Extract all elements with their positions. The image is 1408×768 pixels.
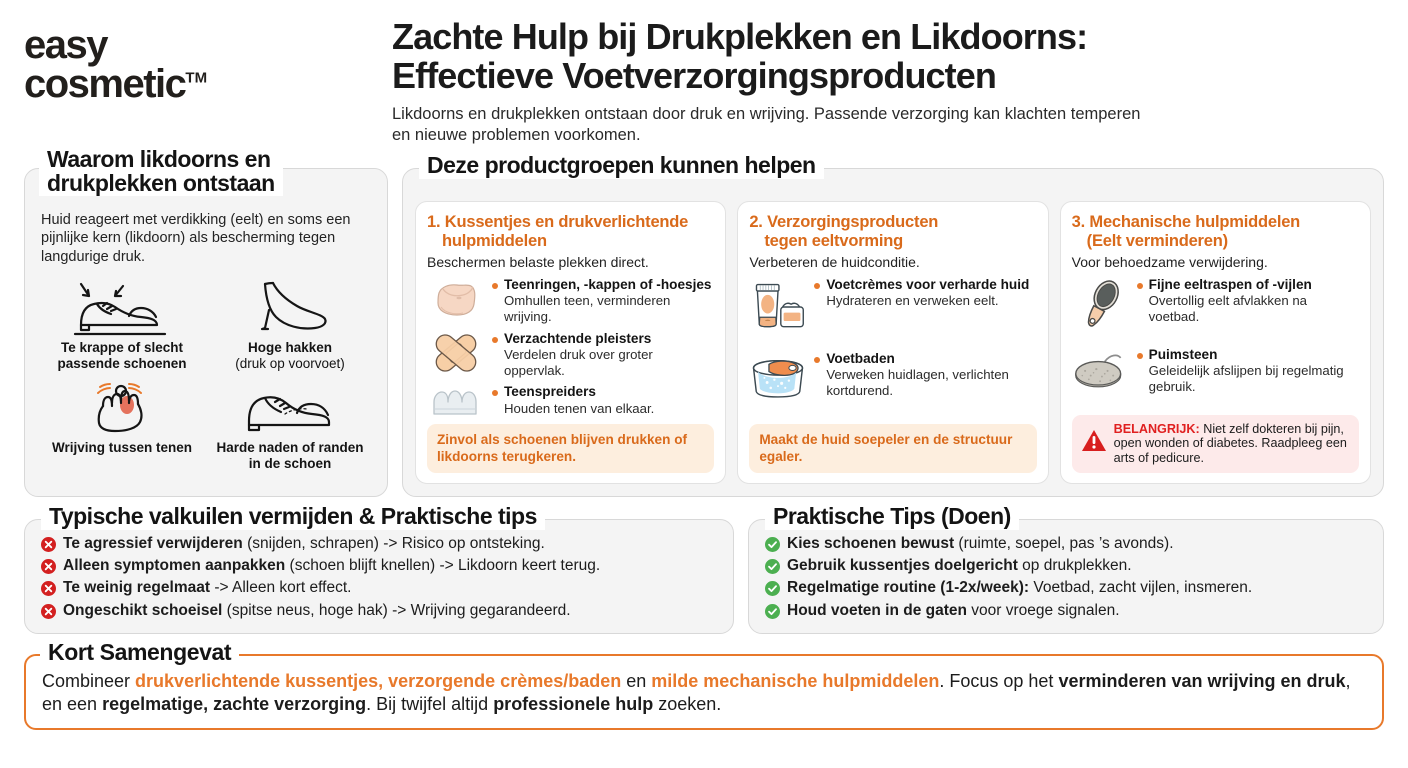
pitfall-text: Alleen symptomen aanpakken (schoen blijft knellen) -> Likdoorn keert terug. <box>63 557 601 575</box>
tips-panel-legend: Praktische Tips (Doen) <box>765 503 1019 530</box>
summary-legend: Kort Samengevat <box>40 639 239 666</box>
page-title-line1: Zachte Hulp bij Drukplekken en Likdoorns: <box>392 16 1088 57</box>
cross-circle-icon <box>41 581 56 596</box>
cross-circle-icon <box>41 559 56 574</box>
causes-legend-line2: drukplekken ontstaan <box>47 170 275 197</box>
cross-circle-icon <box>41 604 56 619</box>
list-item <box>765 578 1367 598</box>
list-item <box>765 601 1367 621</box>
brand-logo-line2: cosmetic™ <box>24 62 208 106</box>
tip-text: Gebruik kussentjes doelgericht op drukplekken. <box>787 557 1132 575</box>
product-card-title: 1. Kussentjes en drukverlichtende hulpmiddelen <box>427 212 689 250</box>
dress-shoe-pressure-icon <box>67 276 177 338</box>
summary-text: Combineer drukverlichtende kussentjes, verzorgende crèmes/baden en milde mechanische hulpmiddelen. Focus op het verminderen van wrijving en druk, en een regelmatige, zachte verzorging. Bij twijfel altijd professionele hulp zoeken. <box>42 670 1351 714</box>
product-item-detail: Overtollig eelt afvlakken na voetbad. <box>1148 293 1307 324</box>
product-item-heading: Fijne eeltraspen of -vijlen <box>1148 277 1312 293</box>
pitfalls-panel <box>24 503 734 634</box>
header-title-block <box>384 18 1384 146</box>
foot-bath-icon <box>749 351 807 403</box>
cause-label: Hoge hakken (druk op voorvoet) <box>235 339 345 371</box>
toe-friction-icon <box>67 376 177 438</box>
pitfall-text: Te agressief verwijderen (snijden, schrapen) -> Risico op ontsteking. <box>63 535 545 553</box>
products-panel-legend: Deze productgroepen kunnen helpen <box>419 152 824 179</box>
product-card-note: Zinvol als schoenen blijven drukken of likdoorns terugkeren. <box>427 424 714 473</box>
cause-label: Harde naden of randen in de schoen <box>216 439 364 471</box>
list-item <box>41 578 717 598</box>
product-card-note: Maakt de huid soepeler en de structuur egaler. <box>749 424 1036 473</box>
cause-item-tight-shoes <box>41 276 203 372</box>
list-item <box>427 331 714 379</box>
tips-panel <box>748 503 1384 634</box>
list-item <box>427 384 714 418</box>
list-item <box>41 556 717 576</box>
cause-item-toe-friction <box>41 376 203 472</box>
list-item <box>765 556 1367 576</box>
list-item <box>41 534 717 554</box>
trademark-symbol: TM <box>185 69 208 87</box>
product-item-detail: Verdelen druk over groter oppervlak. <box>504 346 653 378</box>
product-card-title: 3. Mechanische hulpmiddelen (Eelt verminderen) <box>1071 212 1301 250</box>
list-item <box>427 277 714 325</box>
causes-description: Huid reageert met verdikking (eelt) en soms een pijnlijke kern (likdoorn) als bescherming tegen langdurige druk. <box>41 211 351 265</box>
check-circle-icon <box>765 581 780 596</box>
important-warning-box <box>1072 415 1359 474</box>
causes-panel <box>24 145 388 497</box>
brand-logo-line1: easy <box>24 23 107 67</box>
product-item-detail: Geleidelijk afslijpen bij regelmatig gebruik. <box>1148 363 1344 394</box>
cause-item-hard-seams <box>209 376 371 472</box>
tip-text: Kies schoenen bewust (ruimte, soepel, pas ’s avonds). <box>787 535 1174 553</box>
foot-file-icon <box>1072 277 1130 333</box>
main-content-row <box>0 146 1408 497</box>
cause-item-high-heels <box>209 276 371 372</box>
pitfalls-panel-legend: Typische valkuilen vermijden & Praktische tips <box>41 503 545 530</box>
product-item-heading: Voetbaden <box>826 351 895 367</box>
list-item <box>749 351 1036 403</box>
page-title <box>392 18 1384 96</box>
causes-legend-line1: Waarom likdoorns en <box>47 145 271 172</box>
header <box>0 0 1408 146</box>
product-item-detail: Houden tenen van elkaar. <box>504 400 655 416</box>
warning-triangle-icon <box>1081 428 1107 454</box>
list-item <box>749 277 1036 337</box>
check-circle-icon <box>765 604 780 619</box>
product-item-list <box>427 277 714 424</box>
brand-logo <box>24 18 384 104</box>
list-item <box>1072 347 1359 395</box>
high-heel-icon <box>235 276 345 338</box>
product-item-list <box>1072 277 1359 414</box>
cross-circle-icon <box>41 537 56 552</box>
product-item-heading: Puimsteen <box>1148 347 1218 363</box>
product-card-title: 2. Verzorgingsproducten tegen eeltvorming <box>749 212 939 250</box>
product-item-detail: Verweken huidlagen, verlichten kortdurend. <box>826 367 1009 398</box>
summary-wrap <box>0 634 1408 730</box>
product-card-subtitle: Voor behoedzame verwijdering. <box>1071 254 1268 271</box>
pitfall-text: Te weinig regelmaat -> Alleen kort effect. <box>63 579 352 597</box>
warning-label: BELANGRIJK: <box>1113 421 1200 436</box>
cream-tube-jar-icon <box>749 277 807 337</box>
list-item <box>765 534 1367 554</box>
causes-panel-legend <box>39 147 283 196</box>
product-card-subtitle: Beschermen belaste plekken direct. <box>427 254 649 271</box>
cause-label: Wrijving tussen tenen <box>51 439 193 455</box>
toe-spreader-icon <box>427 384 485 418</box>
warning-text: BELANGRIJK: Niet zelf dokteren bij pijn, open wonden of diabetes. Raadpleeg een arts of pedicure. <box>1113 421 1347 466</box>
seam-shoe-icon <box>235 376 345 438</box>
product-item-detail: Omhullen teen, verminderen wrijving. <box>504 293 671 324</box>
product-item-detail: Hydrateren en verweken eelt. <box>826 293 999 309</box>
pumice-stone-icon <box>1072 347 1130 393</box>
list-item <box>41 601 717 621</box>
product-item-heading: Voetcrèmes voor verharde huid <box>826 277 1030 293</box>
tip-text: Regelmatige routine (1-2x/week): Voetbad, zacht vijlen, insmeren. <box>787 579 1253 597</box>
summary-panel <box>24 638 1384 730</box>
page-title-line2: Effectieve Voetverzorgingsproducten <box>392 54 996 96</box>
tips-row <box>0 497 1408 634</box>
product-item-heading: Teenringen, -kappen of -hoesjes <box>504 277 712 293</box>
plaster-icon <box>427 331 485 375</box>
pitfall-text: Ongeschikt schoeisel (spitse neus, hoge hak) -> Wrijving gegarandeerd. <box>63 601 571 619</box>
product-item-heading: Verzachtende pleisters <box>504 330 652 346</box>
list-item <box>1072 277 1359 333</box>
cause-label: Te krappe of slecht passende schoenen <box>57 339 187 371</box>
tip-text: Houd voeten in de gaten voor vroege signalen. <box>787 601 1120 619</box>
check-circle-icon <box>765 559 780 574</box>
check-circle-icon <box>765 537 780 552</box>
product-item-list <box>749 277 1036 424</box>
product-item-heading: Teenspreiders <box>504 384 596 400</box>
product-card-mechanical[interactable] <box>1060 201 1371 484</box>
causes-grid <box>41 276 371 472</box>
toe-cushion-icon <box>427 277 485 321</box>
product-card-care[interactable] <box>737 201 1048 484</box>
product-card-subtitle: Verbeteren de huidconditie. <box>749 254 920 271</box>
product-card-cushions[interactable] <box>415 201 726 484</box>
products-panel <box>402 151 1384 497</box>
page-subtitle: Likdoorns en drukplekken ontstaan door druk en wrijving. Passende verzorging kan klachten temperen en nieuwe problemen voorkomen. <box>392 104 1141 144</box>
